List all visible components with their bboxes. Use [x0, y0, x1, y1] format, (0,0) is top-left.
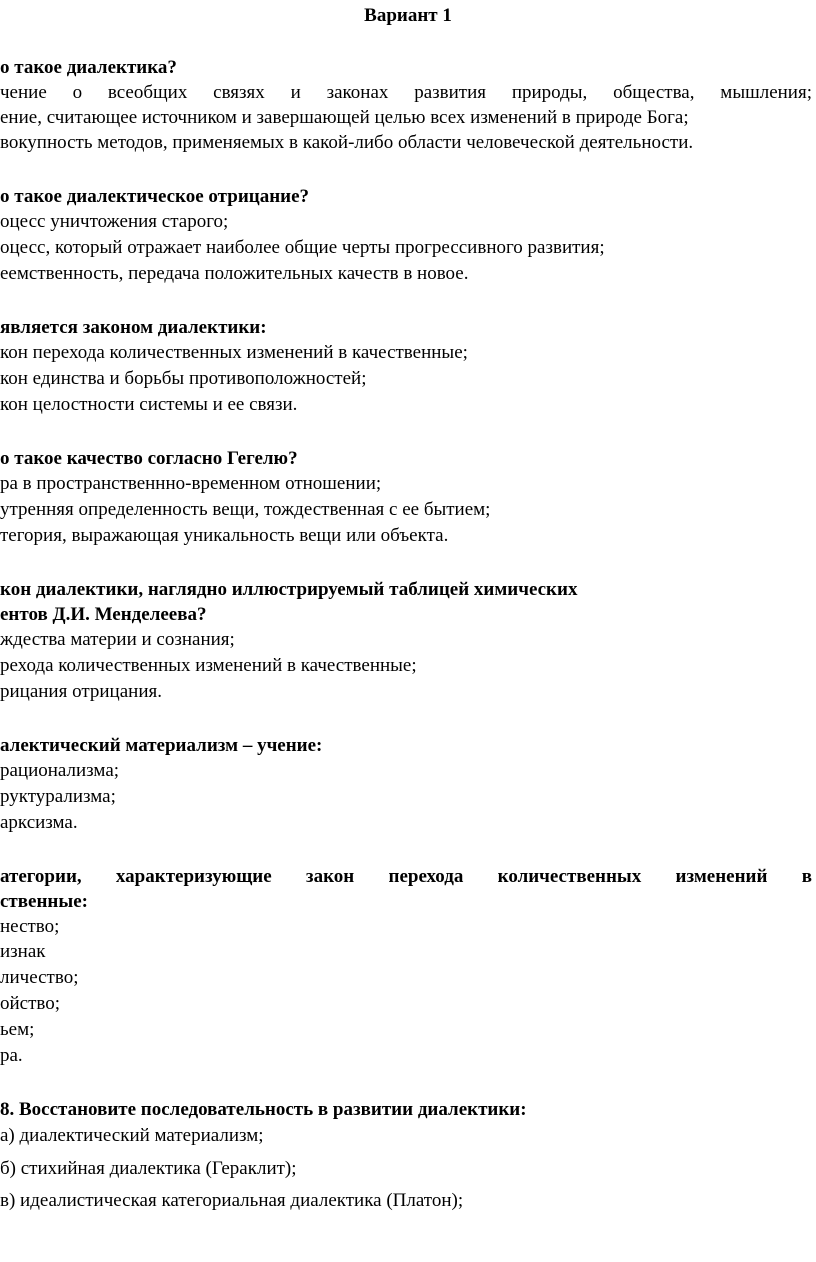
q3-option-1: кон перехода количественных изменений в качественные; [0, 342, 468, 363]
q7-option-2: изнак [0, 941, 46, 962]
q6-option-3: арксизма. [0, 812, 78, 833]
q1-option-1: чение о всеобщих связях и законах развития природы, общества, мышления; [0, 82, 812, 103]
q7-option-1: нество; [0, 916, 60, 937]
q5-option-1: ждества материи и сознания; [0, 629, 235, 650]
q5-option-3: рицания отрицания. [0, 681, 162, 702]
page-title: Вариант 1 [364, 5, 452, 26]
q2-option-2: оцесс, который отражает наиболее общие черты прогрессивного развития; [0, 237, 605, 258]
q3-option-2: кон единства и борьбы противоположностей; [0, 368, 367, 389]
q4-option-1: ра в пространственнно-временном отношении; [0, 473, 382, 494]
q8-option-b: б) стихийная диалектика (Гераклит); [0, 1158, 297, 1179]
question-1: о такое диалектика? [0, 57, 177, 78]
question-3: является законом диалектики: [0, 317, 267, 338]
question-7-line-2: ственные: [0, 891, 88, 912]
question-7: атегории, характеризующие закон перехода количественных изменений в [0, 866, 812, 887]
q7-option-3: личество; [0, 967, 79, 988]
q8-option-c: в) идеалистическая категориальная диалектика (Платон); [0, 1190, 464, 1211]
q7-option-4: ойство; [0, 993, 61, 1014]
q4-option-2: утренняя определенность вещи, тождественная с ее бытием; [0, 499, 491, 520]
q6-option-2: руктурализма; [0, 786, 116, 807]
q3-option-3: кон целостности системы и ее связи. [0, 394, 298, 415]
q6-option-1: рационализма; [0, 760, 120, 781]
q4-option-3: тегория, выражающая уникальность вещи или объекта. [0, 525, 449, 546]
question-5: кон диалектики, наглядно иллюстрируемый таблицей химических [0, 579, 578, 600]
question-8: 8. Восстановите последовательность в развитии диалектики: [0, 1099, 527, 1120]
question-4: о такое качество согласно Гегелю? [0, 448, 298, 469]
q8-option-a: а) диалектический материализм; [0, 1125, 264, 1146]
q7-option-5: ьем; [0, 1019, 35, 1040]
question-5-line-2: ентов Д.И. Менделеева? [0, 604, 207, 625]
question-2: о такое диалектическое отрицание? [0, 186, 310, 207]
q1-option-2: ение, считающее источником и завершающей целью всех изменений в природе Бога; [0, 107, 689, 128]
q1-option-3: вокупность методов, применяемых в какой-либо области человеческой деятельности. [0, 132, 694, 153]
q2-option-3: еемственность, передача положительных качеств в новое. [0, 263, 469, 284]
q5-option-2: рехода количественных изменений в качественные; [0, 655, 417, 676]
q2-option-1: оцесс уничтожения старого; [0, 211, 229, 232]
q7-option-6: ра. [0, 1045, 23, 1066]
question-6: алектический материализм – учение: [0, 735, 323, 756]
